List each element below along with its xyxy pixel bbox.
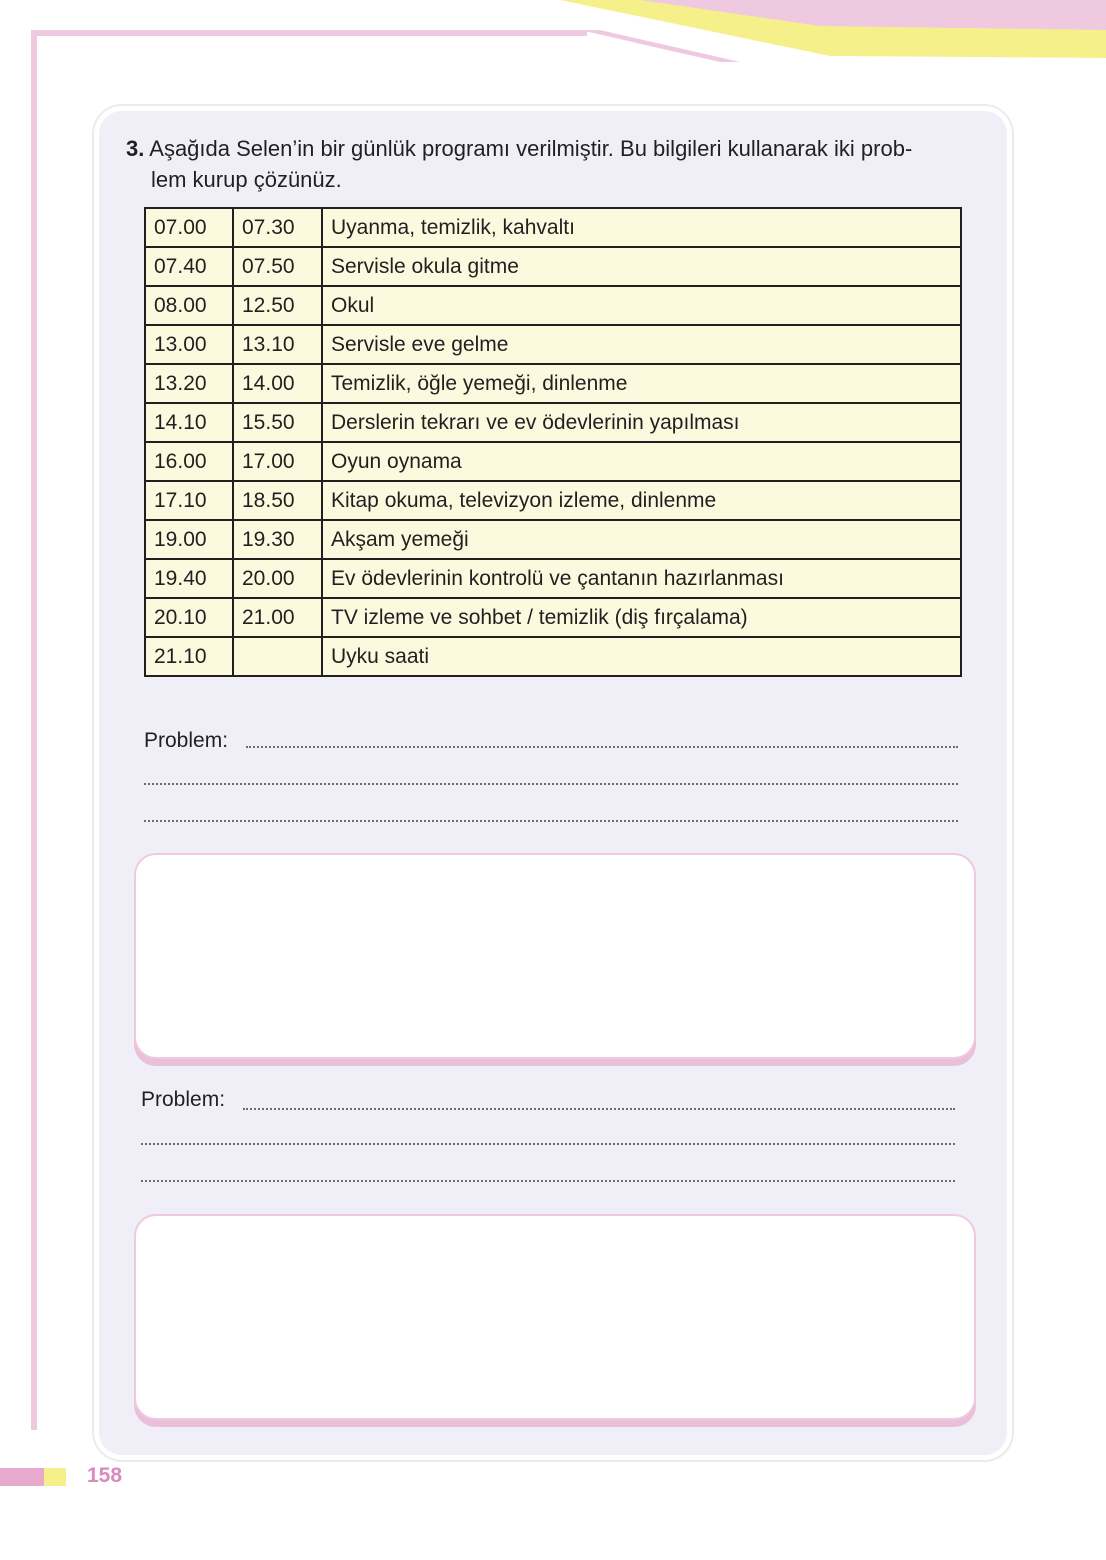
schedule-start-time: 16.00 <box>145 442 233 481</box>
schedule-activity: Akşam yemeği <box>322 520 961 559</box>
schedule-activity: Derslerin tekrarı ve ev ödevlerinin yapılması <box>322 403 961 442</box>
problem-2-line-2[interactable] <box>141 1143 955 1145</box>
schedule-start-time: 21.10 <box>145 637 233 676</box>
problem-2-answer-box[interactable] <box>134 1214 976 1420</box>
problem-1-answer-box[interactable] <box>134 853 976 1059</box>
schedule-activity: Servisle okula gitme <box>322 247 961 286</box>
schedule-end-time: 15.50 <box>233 403 322 442</box>
schedule-end-time: 14.00 <box>233 364 322 403</box>
page-frame-left <box>31 30 37 1430</box>
schedule-row <box>145 481 961 520</box>
schedule-end-time: 20.00 <box>233 559 322 598</box>
problem-2-line-1[interactable] <box>243 1108 955 1110</box>
problem-2-line-3[interactable] <box>141 1180 955 1182</box>
question-line-2: lem kurup çözünüz. <box>151 167 342 192</box>
header-pink-stripe <box>580 30 740 62</box>
schedule-row <box>145 325 961 364</box>
schedule-activity: Kitap okuma, televizyon izleme, dinlenme <box>322 481 961 520</box>
schedule-end-time: 19.30 <box>233 520 322 559</box>
schedule-row <box>145 520 961 559</box>
schedule-end-time: 18.50 <box>233 481 322 520</box>
schedule-row <box>145 442 961 481</box>
footer-pink-bar <box>0 1468 44 1486</box>
schedule-start-time: 13.00 <box>145 325 233 364</box>
schedule-row <box>145 247 961 286</box>
problem-1-line-2[interactable] <box>144 783 958 785</box>
page-number: 158 <box>87 1464 123 1487</box>
schedule-start-time: 07.40 <box>145 247 233 286</box>
schedule-start-time: 19.00 <box>145 520 233 559</box>
schedule-start-time: 14.10 <box>145 403 233 442</box>
schedule-table-body <box>145 208 961 676</box>
schedule-activity: Uyanma, temizlik, kahvaltı <box>322 208 961 247</box>
schedule-end-time: 12.50 <box>233 286 322 325</box>
question-line-1: Aşağıda Selen’in bir günlük programı verilmiştir. Bu bilgileri kullanarak iki prob- <box>149 136 913 161</box>
schedule-start-time: 20.10 <box>145 598 233 637</box>
schedule-activity: Servisle eve gelme <box>322 325 961 364</box>
schedule-row <box>145 208 961 247</box>
problem-2-label: Problem: <box>141 1088 226 1111</box>
schedule-end-time: 07.50 <box>233 247 322 286</box>
problem-1-line-3[interactable] <box>144 820 958 822</box>
footer-yellow-bar <box>44 1468 66 1486</box>
schedule-row <box>145 403 961 442</box>
header-decoration <box>0 0 1106 70</box>
schedule-row <box>145 286 961 325</box>
schedule-activity: TV izleme ve sohbet / temizlik (diş fırçalama) <box>322 598 961 637</box>
schedule-end-time: 21.00 <box>233 598 322 637</box>
schedule-table <box>144 207 962 677</box>
schedule-activity: Okul <box>322 286 961 325</box>
schedule-start-time: 07.00 <box>145 208 233 247</box>
schedule-start-time: 08.00 <box>145 286 233 325</box>
schedule-activity: Temizlik, öğle yemeği, dinlenme <box>322 364 961 403</box>
schedule-start-time: 13.20 <box>145 364 233 403</box>
schedule-row <box>145 637 961 676</box>
problem-1-line-1[interactable] <box>246 746 958 748</box>
schedule-activity: Ev ödevlerinin kontrolü ve çantanın hazırlanması <box>322 559 961 598</box>
problem-1-label: Problem: <box>144 729 229 752</box>
schedule-row <box>145 364 961 403</box>
schedule-row <box>145 598 961 637</box>
schedule-activity: Oyun oynama <box>322 442 961 481</box>
schedule-end-time: 17.00 <box>233 442 322 481</box>
question-number: 3. <box>126 136 145 161</box>
schedule-end-time: 07.30 <box>233 208 322 247</box>
schedule-start-time: 17.10 <box>145 481 233 520</box>
schedule-row <box>145 559 961 598</box>
schedule-activity: Uyku saati <box>322 637 961 676</box>
schedule-start-time: 19.40 <box>145 559 233 598</box>
schedule-end-time <box>233 637 322 676</box>
question-text <box>126 133 986 195</box>
schedule-end-time: 13.10 <box>233 325 322 364</box>
